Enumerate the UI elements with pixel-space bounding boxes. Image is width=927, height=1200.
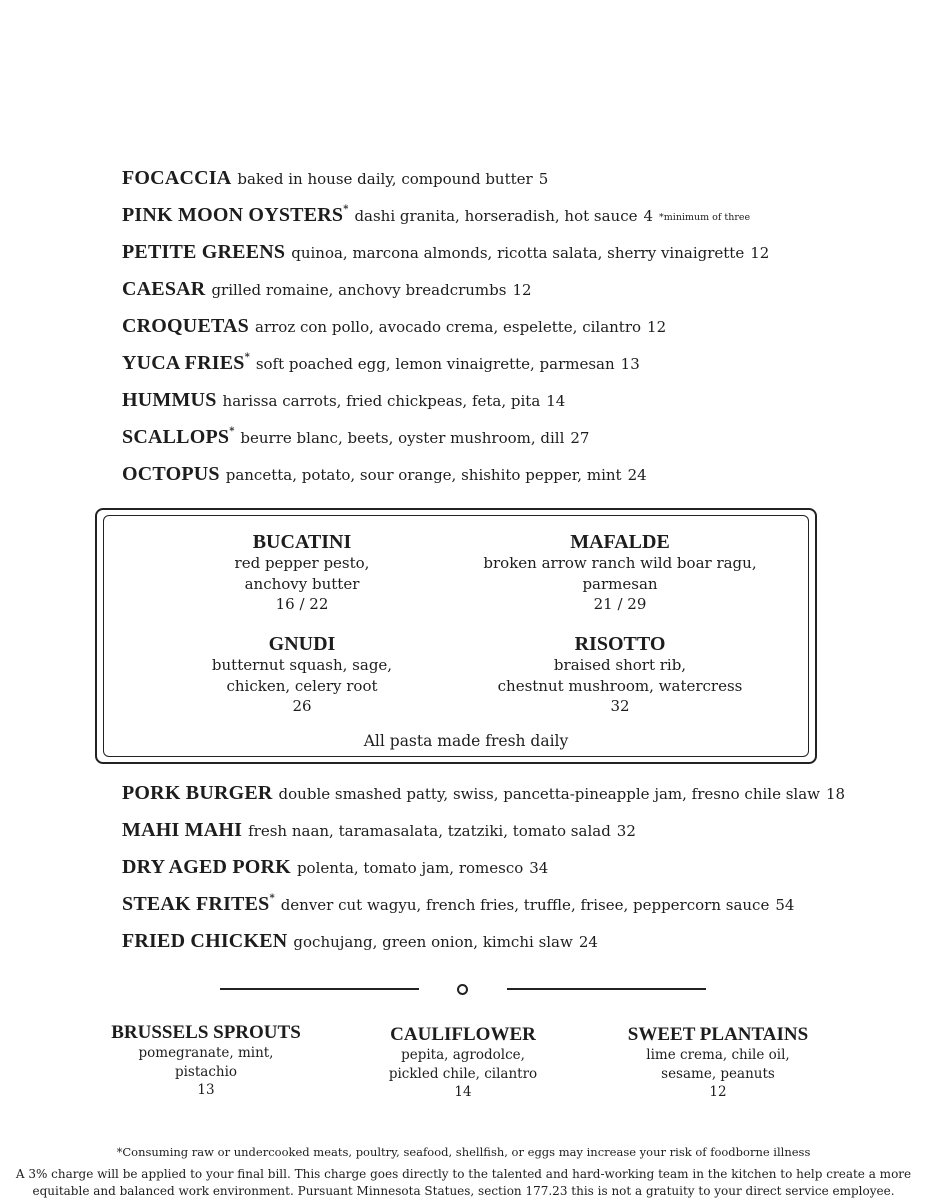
pasta-item-mafalde (470, 531, 770, 615)
pasta-description-line: chestnut mushroom, watercress (497, 676, 743, 695)
item-name: CROQUETAS (122, 315, 250, 337)
item-name: CAESAR (122, 278, 206, 300)
item-price: 14 (546, 392, 566, 410)
pasta-description-line: red pepper pesto, (234, 554, 370, 572)
item-description: baked in house daily, compound butter (237, 170, 533, 188)
item-description: quinoa, marcona almonds, ricotta salata, sherry vinaigrette (291, 244, 745, 262)
side-name: SWEET PLANTAINS (627, 1024, 809, 1045)
pasta-price: 21 / 29 (593, 595, 647, 613)
item-name: DRY AGED PORK (122, 856, 291, 878)
pasta-item-bucatini (152, 531, 452, 615)
pasta-price: 26 (292, 697, 312, 715)
side-description-line: sesame, peanuts (661, 1065, 775, 1082)
item-description: dashi granita, horseradish, hot sauce (354, 207, 638, 225)
item-name: PORK BURGER (122, 782, 273, 804)
pasta-description-line: anchovy butter (244, 574, 360, 593)
item-price: 54 (775, 896, 795, 914)
item-price: 27 (570, 429, 590, 447)
pasta-name: MAFALDE (570, 531, 670, 553)
item-description: denver cut wagyu, french fries, truffle, frisee, peppercorn sauce (280, 896, 770, 914)
divider-circle-icon (457, 984, 468, 995)
divider-line-left (220, 988, 419, 990)
item-description: polenta, tomato jam, romesco (296, 859, 524, 877)
menu-item-dry-aged-pork (122, 856, 548, 879)
item-price: 12 (512, 281, 532, 299)
menu-item-steak-frites (122, 893, 794, 916)
side-description-line: pomegranate, mint, (138, 1045, 274, 1061)
item-name: FRIED CHICKEN (122, 930, 288, 952)
item-price: 18 (826, 785, 846, 803)
pasta-description-line: broken arrow ranch wild boar ragu, (483, 554, 757, 572)
item-name: FOCACCIA (122, 167, 232, 189)
menu-item-octopus (122, 463, 647, 486)
menu-item-scallops (122, 426, 589, 449)
item-name: STEAK FRITES (122, 893, 270, 915)
menu-item-yuca-fries (122, 352, 640, 375)
item-name: OCTOPUS (122, 463, 220, 485)
item-name: HUMMUS (122, 389, 217, 411)
side-description-line: pepita, agrodolce, (401, 1047, 525, 1063)
item-price: 5 (538, 170, 549, 188)
item-name: SCALLOPS (122, 426, 230, 448)
pasta-description-line: parmesan (582, 574, 658, 593)
raw-warning-star: * (244, 352, 250, 363)
side-name: CAULIFLOWER (390, 1024, 536, 1045)
menu-item-hummus (122, 389, 565, 412)
pasta-price: 32 (610, 697, 630, 715)
side-description-line: lime crema, chile oil, (646, 1047, 790, 1063)
menu-item-pink-moon-oysters (122, 204, 750, 227)
pasta-name: BUCATINI (252, 531, 352, 553)
pasta-price: 16 / 22 (275, 595, 329, 613)
raw-warning-star: * (343, 204, 349, 215)
item-price: 24 (578, 933, 598, 951)
menu-item-croquetas (122, 315, 666, 338)
item-description: gochujang, green onion, kimchi slaw (293, 933, 573, 951)
item-description: harissa carrots, fried chickpeas, feta, pita (222, 392, 541, 410)
side-price: 12 (709, 1084, 727, 1100)
menu-item-focaccia (122, 167, 548, 190)
item-description: soft poached egg, lemon vinaigrette, parmesan (255, 355, 615, 373)
item-price: 12 (647, 318, 667, 336)
side-item-sweet-plantains (598, 1024, 838, 1102)
side-item-cauliflower (343, 1024, 583, 1102)
item-description: arroz con pollo, avocado crema, espelette, cilantro (255, 318, 642, 336)
pasta-name: RISOTTO (574, 633, 666, 655)
item-description: pancetta, potato, sour orange, shishito pepper, mint (225, 466, 622, 484)
item-description: grilled romaine, anchovy breadcrumbs (211, 281, 507, 299)
menu-item-petite-greens (122, 241, 769, 264)
item-price: 13 (620, 355, 640, 373)
raw-warning-star: * (269, 893, 275, 904)
pasta-name: GNUDI (268, 633, 336, 655)
side-item-brussels-sprouts (86, 1022, 326, 1100)
menu-item-fried-chicken (122, 930, 598, 953)
item-price: 34 (529, 859, 549, 877)
side-price: 13 (197, 1082, 215, 1098)
side-description-line: pickled chile, cilantro (388, 1065, 538, 1082)
item-price: 4 (643, 207, 654, 225)
pasta-item-gnudi (152, 633, 452, 717)
pasta-description-line: butternut squash, sage, (211, 656, 393, 674)
side-description-line: pistachio (174, 1063, 238, 1080)
menu-item-caesar (122, 278, 532, 301)
side-price: 14 (454, 1084, 472, 1100)
divider-line-right (507, 988, 706, 990)
pasta-description-line: braised short rib, (553, 656, 687, 674)
item-name: YUCA FRIES (122, 352, 245, 374)
item-description: fresh naan, taramasalata, tzatziki, tomato salad (248, 822, 611, 840)
item-price: 12 (750, 244, 770, 262)
item-note: *minimum of three (659, 212, 751, 223)
menu-item-pork-burger (122, 782, 845, 805)
pasta-item-risotto (470, 633, 770, 717)
menu-item-mahi-mahi (122, 819, 636, 842)
item-description: beurre blanc, beets, oyster mushroom, dill (240, 429, 565, 447)
raw-warning-star: * (229, 426, 235, 437)
item-price: 24 (627, 466, 647, 484)
item-description: double smashed patty, swiss, pancetta-pineapple jam, fresno chile slaw (278, 785, 821, 803)
item-name: PINK MOON OYSTERS (122, 204, 344, 226)
pasta-description-line: chicken, celery root (226, 676, 378, 695)
kitchen-charge-notice-line-2: equitable and balanced work environment. Pursuant Minnesota Statues, section 177.23 this is not a gratuity to your direct service employee. (32, 1184, 895, 1198)
kitchen-charge-notice-line-1: A 3% charge will be applied to your final bill. This charge goes directly to the talented and hard-working team in the kitchen to help create a more (15, 1167, 912, 1181)
pasta-note: All pasta made fresh daily (363, 732, 569, 750)
item-price: 32 (616, 822, 636, 840)
item-name: PETITE GREENS (122, 241, 286, 263)
item-name: MAHI MAHI (122, 819, 243, 841)
raw-food-warning: *Consuming raw or undercooked meats, poultry, seafood, shellfish, or eggs may increase your risk of foodborne illness (116, 1145, 811, 1159)
side-name: BRUSSELS SPROUTS (111, 1022, 301, 1043)
